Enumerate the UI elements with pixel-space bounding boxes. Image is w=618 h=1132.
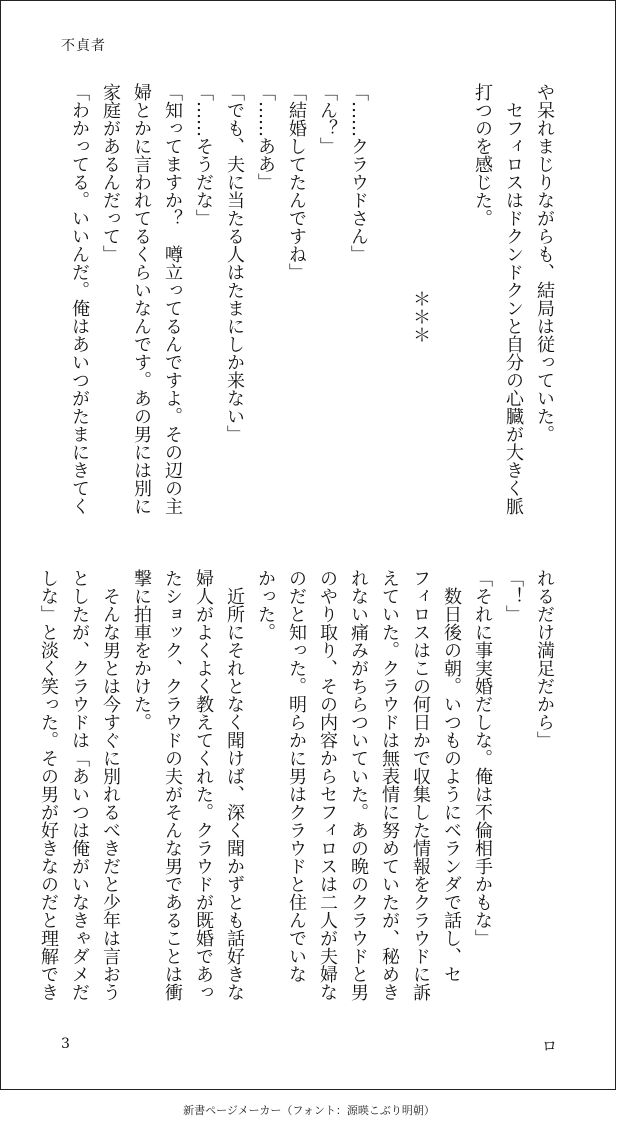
text-line: 婦人がよくよく教えてくれた。クラウドが既婚であっ	[193, 569, 214, 1001]
lower-text-block	[38, 569, 560, 1037]
text-line: 打つのを感じた。	[472, 83, 493, 227]
dialogue-line: 「……クラウドさん」	[348, 83, 369, 263]
text-line: 撃に拍車をかけた。	[131, 569, 152, 731]
text-line: フィロスはこの何日かで収集した情報をクラウドに訴	[410, 569, 431, 1001]
dialogue-line: 「！」	[503, 569, 524, 623]
text-line: 数日後の朝。いつものようにベランダで話し、セ	[441, 587, 462, 983]
text-line: や呆れまじりながらも、結局は従っていた。	[534, 83, 555, 443]
dialogue-line: 「でも、夫に当たる人はたまにしか来ない」	[224, 83, 245, 443]
text-line: かった。	[255, 569, 276, 641]
text-line: そんな男とは今すぐに別れるべきだと少年は言おう	[100, 587, 121, 1001]
running-title: 不貞者	[61, 38, 106, 54]
dialogue-line: 「……そうだな」	[193, 83, 214, 227]
text-line: しな」と淡く笑った。その男が好きなのだと理解でき	[38, 569, 59, 1001]
text-line: たショック、クラウドの夫がそんな男であることは衝	[162, 569, 183, 1001]
text-line: 近所にそれとなく聞けば、深く聞かずとも話好きな	[224, 587, 245, 1001]
dialogue-line: 「知ってますか？ 噂立ってるんですよ。その辺の主	[162, 83, 183, 515]
dialogue-line: 家庭があるんだって」	[100, 83, 121, 263]
text-line: セフィロスはドクンドクンと自分の心臓が大きく脈	[503, 101, 524, 515]
blank-line	[374, 83, 405, 551]
dialogue-line: 「……ああ」	[255, 83, 276, 191]
text-line: のだと知った。明らかに男はクラウドと住んでいな	[286, 569, 307, 983]
page-number: 3	[61, 1036, 70, 1052]
dialogue-line: 「わかってる。いいんだ。俺はあいつがたまにきてく	[69, 83, 90, 515]
dialogue-line: 婦とかに言われてるくらいなんです。あの男には別に	[131, 83, 152, 515]
dialogue-line: れるだけ満足だから」	[534, 569, 555, 749]
dialogue-line: 「それに事実婚だしな。俺は不倫相手かもな」	[472, 569, 493, 947]
scene-break: ＊＊＊	[410, 290, 431, 344]
page-marker: ロ	[542, 1037, 558, 1055]
blank-line	[436, 83, 467, 551]
dialogue-line: 「結婚してたんですね」	[286, 83, 307, 281]
dialogue-line: 「ん？」	[317, 83, 338, 155]
text-line: としたが、クラウドは「あいつは俺がいなきゃダメだ	[69, 569, 90, 1001]
text-line: のやり取り、その内容からセフィロスは二人が夫婦な	[317, 569, 338, 1001]
text-line: えていた。クラウドは無表情に努めていたが、秘めき	[379, 569, 400, 1001]
footer-caption: 新書ページメーカー（フォント：源暎こぶり明朝）	[183, 1104, 435, 1117]
text-line: れない痛みがちらついていた。あの晩のクラウドと男	[348, 569, 369, 1001]
upper-text-block	[60, 83, 560, 551]
